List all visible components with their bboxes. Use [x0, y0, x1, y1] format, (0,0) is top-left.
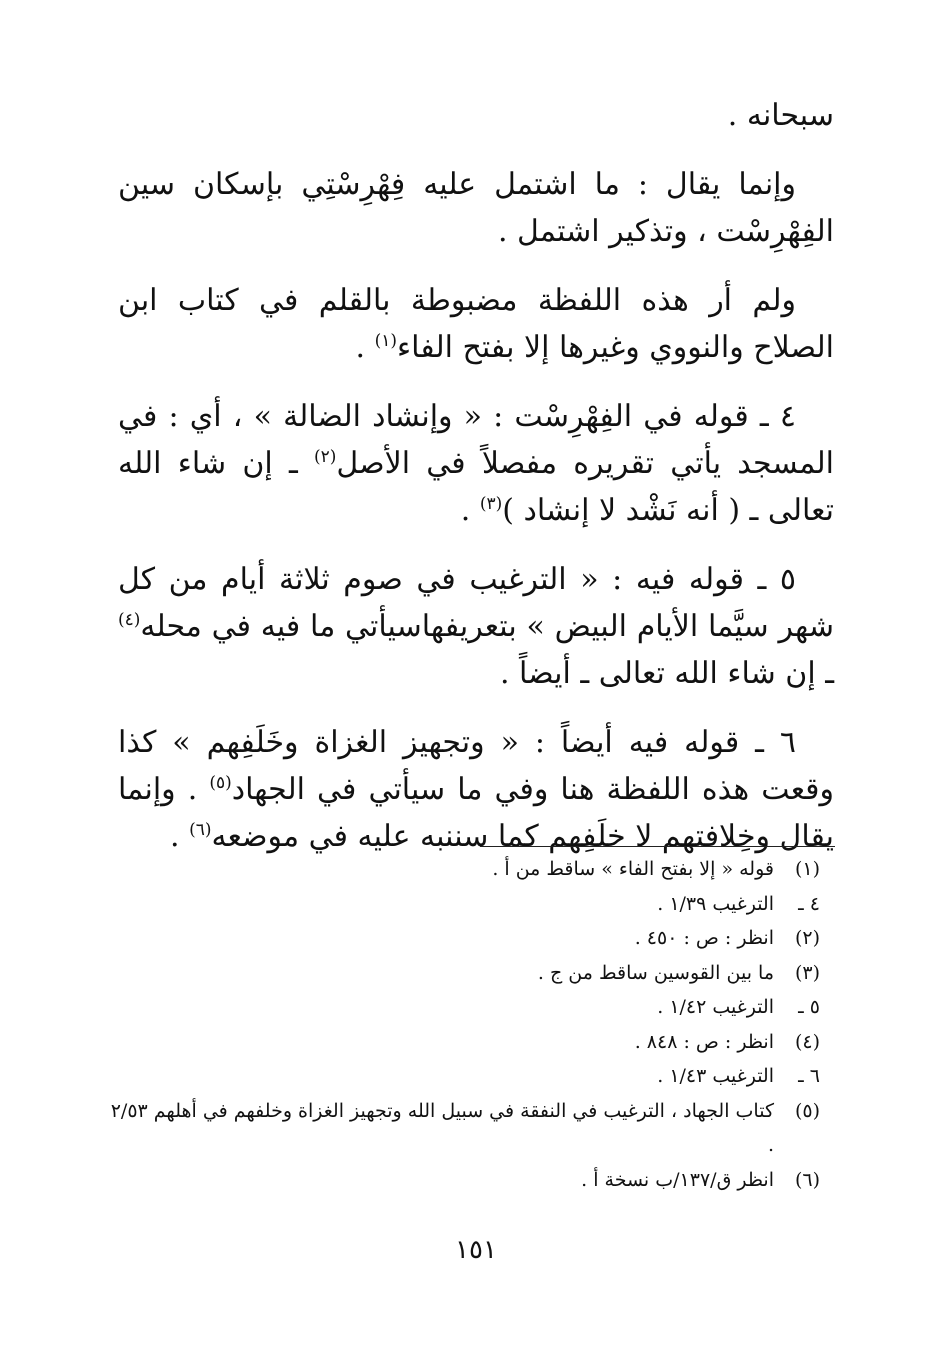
paragraph-gap: [118, 255, 834, 277]
paragraph: [118, 556, 834, 697]
footnote-ref: (٥): [209, 773, 232, 793]
footnote-text: انظر : ص : ٤٥٠ .: [634, 927, 774, 949]
footnote-number: ٤ ـ: [798, 892, 820, 915]
text-segment: سبحانه .: [727, 98, 834, 133]
footnote-number: (٥): [794, 1099, 820, 1122]
paragraph-gap: [118, 371, 834, 393]
footnote-text: الترغيب ١/٤٢ .: [657, 996, 774, 1018]
footnote-text: ما بين القوسين ساقط من ج .: [537, 961, 774, 984]
footnote-number: ٥ ـ: [798, 996, 820, 1018]
text-segment: .: [460, 493, 480, 528]
footnote-text: الترغيب ١/٣٩ .: [657, 892, 774, 915]
paragraph-gap: [118, 697, 834, 719]
footnote-number: (٣): [794, 961, 820, 984]
paragraph: [118, 92, 834, 139]
footnote-number: (١): [794, 858, 820, 880]
footnote: [110, 1094, 826, 1163]
footnote: [110, 887, 826, 922]
paragraph-gap: [118, 534, 834, 556]
text-segment: .: [355, 330, 375, 365]
paragraph: [118, 277, 834, 371]
paragraph: [118, 393, 834, 534]
text-segment: ٤ ـ قوله في الفِهْرِسْت : « وإنشاد الضالة » ، أي : في المسجد يأتي تقريره مفصلاً في الأصل: [118, 399, 834, 481]
text-segment: . وإنما يقال وخِلافتهم لا خلَفِهم كما سننبه عليه في موضعه: [118, 772, 834, 854]
text-segment: ٥ ـ قوله فيه : « الترغيب في صوم ثلاثة أيام من كل شهر سيَّما الأيام البيض » بتعريفهاسيأتي ما فيه في محله: [118, 562, 834, 644]
footnote: [110, 852, 826, 887]
footnotes: [110, 852, 826, 1197]
footnote: [110, 1025, 826, 1060]
footnote: [110, 1059, 826, 1094]
footnote: [110, 956, 826, 991]
footnote-text: انظر : ص : ٨٤٨ .: [634, 1030, 774, 1053]
footnote-ref: (٣): [479, 494, 503, 514]
footnote-number: ٦ ـ: [798, 1065, 820, 1087]
footnote-ref: (٢): [314, 447, 337, 467]
footnote-number: (٦): [794, 1168, 820, 1191]
text-segment: ٦ ـ قوله فيه أيضاً : « وتجهيز الغزاة وخَلَفِهم » كذا وقعت هذه اللفظة هنا وفي ما سيأتي في الجهاد: [118, 725, 834, 807]
footnote: [110, 1163, 826, 1198]
footnote: [110, 990, 826, 1025]
footnote-ref: (٤): [118, 610, 141, 630]
text-segment: ـ إن شاء الله تعالى ـ ( أنه نَشْد لا إنشاد ): [118, 446, 834, 528]
footnote-text: كتاب الجهاد ، الترغيب في النفقة في سبيل الله وتجهيز الغزاة وخلفهم في أهلهم ٢/٥٣ .: [110, 1099, 774, 1156]
main-text: [118, 92, 834, 860]
text-segment: وإنما يقال : ما اشتمل عليه فِهْرِسْتِي بإسكان سين الفِهْرِسْت ، وتذكير اشتمل .: [118, 167, 834, 249]
footnote: [110, 921, 826, 956]
text-segment: .: [170, 819, 190, 854]
footnote-text: انظر ق/١٣٧/ب نسخة أ .: [581, 1168, 774, 1191]
paragraph-gap: [118, 139, 834, 161]
footnote-text: قوله « إلا بفتح الفاء » ساقط من أ .: [492, 858, 774, 880]
footnote-divider: [480, 846, 835, 847]
footnote-ref: (١): [374, 331, 398, 351]
footnote-number: (٤): [794, 1030, 820, 1053]
footnote-number: (٢): [794, 927, 820, 949]
footnote-text: الترغيب ١/٤٣ .: [657, 1065, 774, 1087]
page-number: ١٥١: [455, 1235, 497, 1265]
paragraph: [118, 161, 834, 255]
footnote-ref: (٦): [189, 820, 212, 840]
text-segment: ولم أر هذه اللفظة مضبوطة بالقلم في كتاب ابن الصلاح والنووي وغيرها إلا بفتح الفاء: [118, 283, 834, 365]
paragraph: [118, 719, 834, 860]
text-segment: ـ إن شاء الله تعالى ـ أيضاً .: [499, 656, 834, 691]
